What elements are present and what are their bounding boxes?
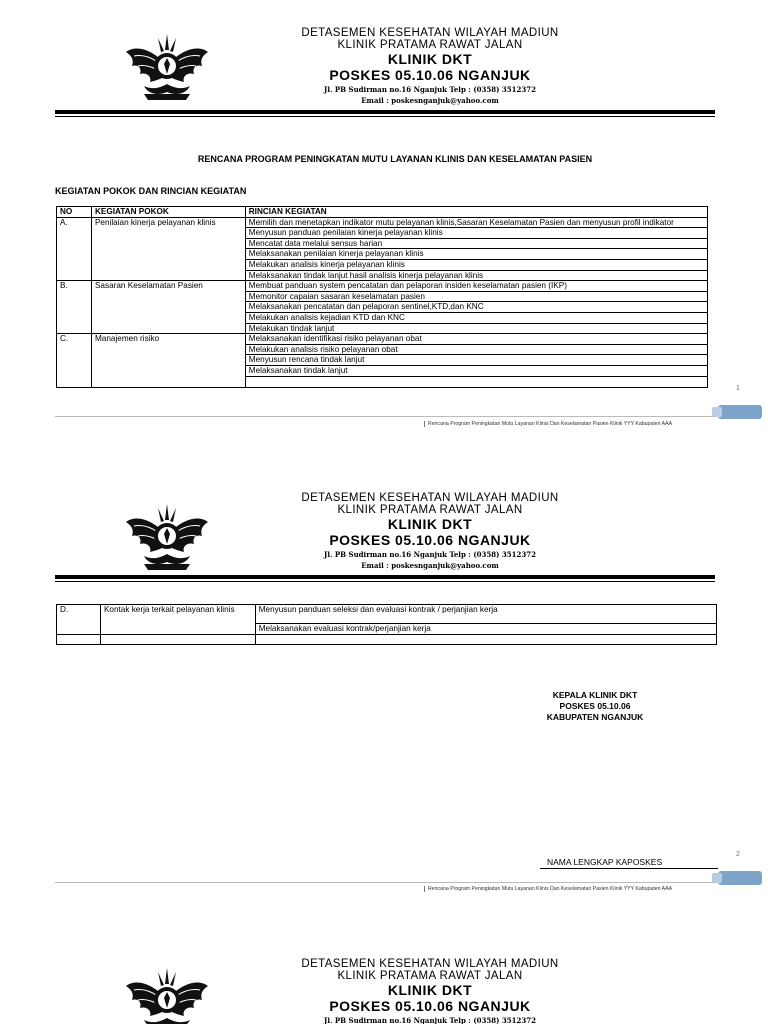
header-line-2: KLINIK PRATAMA RAWAT JALAN <box>337 39 523 51</box>
header-line-4: POSKES 05.10.06 NGANJUK <box>329 67 531 83</box>
signature-underline <box>540 868 718 869</box>
footer-text: Rencana Program Peningkatan Mutu Layanan Klinis Dan Keselamatan Pasien Klinik YYY Kabupaten AAA <box>424 421 672 427</box>
header-line-3: KLINIK DKT <box>387 982 473 998</box>
row-rincian: Melaksanakan identifikasi risiko pelayanan obat <box>245 334 707 345</box>
header-rule-thin <box>55 116 715 117</box>
header-rule-thick <box>55 110 715 114</box>
row-rincian: Mencatat data melalui sensus harian <box>245 238 707 249</box>
row-rincian: Melaksanakan pencatatan dan pelaporan sentinel,KTD,dan KNC <box>245 302 707 313</box>
table-row <box>57 217 708 228</box>
header-address: Jl. PB Sudirman no.16 Nganjuk Telp : (0358) 3512372 <box>324 85 536 94</box>
row-rincian: Memilih dan menetapkan indikator mutu pelayanan klinis,Sasaran Keselamatan Pasien dan menyusun profil indikator <box>245 217 707 228</box>
header-line-1: DETASEMEN KESEHATAN WILAYAH MADIUN <box>301 27 559 39</box>
letterhead <box>0 0 768 120</box>
footer-text: Rencana Program Peningkatan Mutu Layanan Klinis Dan Keselamatan Pasien Klinik YYY Kabupaten AAA <box>424 886 672 892</box>
row-rincian: Menyusun rencana tindak lanjut <box>245 355 707 366</box>
row-rincian: Memonitor capaian sasaran keselamatan pasien <box>245 291 707 302</box>
activity-table-continued <box>56 604 717 645</box>
row-kegiatan: Manajemen risiko <box>91 334 245 387</box>
col-header-kegiatan: KEGIATAN POKOK <box>91 207 245 218</box>
signature-line-1: KEPALA KLINIK DKT <box>552 690 638 700</box>
row-rincian: Menyusun panduan seleksi dan evaluasi kontrak / perjanjian kerja <box>255 605 716 624</box>
row-rincian: Melaksanakan tindak lanjut <box>245 365 707 376</box>
page-tab <box>718 405 762 419</box>
row-empty <box>100 634 255 644</box>
header-rule-thin <box>55 581 715 582</box>
header-address: Jl. PB Sudirman no.16 Nganjuk Telp : (0358) 3512372 <box>324 1016 536 1024</box>
signature-line-3: KABUPATEN NGANJUK <box>546 712 644 722</box>
row-kegiatan: Kontak kerja terkait pelayanan klinis <box>100 605 255 635</box>
row-no: C. <box>57 334 92 387</box>
letterhead <box>0 940 768 1024</box>
row-no: A. <box>57 217 92 281</box>
row-rincian: Melakukan tindak lanjut <box>245 323 707 334</box>
header-line-4: POSKES 05.10.06 NGANJUK <box>329 532 531 548</box>
page-2 <box>0 470 768 940</box>
table-row <box>57 605 717 624</box>
page-tab <box>718 871 762 885</box>
signature-block <box>540 690 650 723</box>
activity-table <box>56 206 708 388</box>
row-rincian: Membuat panduan system pencatatan dan pelaporan insiden keselamatan pasien (IKP) <box>245 281 707 292</box>
letterhead <box>0 470 768 590</box>
header-line-1: DETASEMEN KESEHATAN WILAYAH MADIUN <box>301 492 559 504</box>
footer-rule <box>55 882 715 883</box>
header-line-1: DETASEMEN KESEHATAN WILAYAH MADIUN <box>301 958 559 970</box>
header-address: Jl. PB Sudirman no.16 Nganjuk Telp : (0358) 3512372 <box>324 550 536 559</box>
row-kegiatan: Sasaran Keselamatan Pasien <box>91 281 245 334</box>
table-row <box>57 281 708 292</box>
col-header-rincian: RINCIAN KEGIATAN <box>245 207 707 218</box>
row-no: D. <box>57 605 101 635</box>
header-email: Email : poskesnganjuk@yahoo.com <box>361 561 499 570</box>
header-email: Email : poskesnganjuk@yahoo.com <box>361 96 499 105</box>
page-3 <box>0 940 768 1024</box>
row-rincian: Melaksanakan tindak lanjut hasil analisis kinerja pelayanan klinis <box>245 270 707 281</box>
row-rincian: Menyusun panduan penilaian kinerja pelayanan klinis <box>245 228 707 239</box>
header-rule-thick <box>55 575 715 579</box>
row-rincian-empty <box>245 376 707 387</box>
row-rincian: Melakukan analisis kinerja pelayanan klinis <box>245 259 707 270</box>
header-line-2: KLINIK PRATAMA RAWAT JALAN <box>337 970 523 982</box>
page-number: 2 <box>736 851 740 858</box>
row-rincian: Melakukan analisis risiko pelayanan obat <box>245 344 707 355</box>
row-rincian: Melaksanakan evaluasi kontrak/perjanjian kerja <box>255 624 716 635</box>
footer-rule <box>55 416 715 417</box>
header-line-3: KLINIK DKT <box>387 51 473 67</box>
signature-line-2: POSKES 05.10.06 <box>559 701 631 711</box>
document-title: RENCANA PROGRAM PENINGKATAN MUTU LAYANAN KLINIS DAN KESELAMATAN PASIEN <box>197 154 593 164</box>
row-empty <box>57 634 101 644</box>
section-subtitle: KEGIATAN POKOK DAN RINCIAN KEGIATAN <box>55 186 247 196</box>
row-no: B. <box>57 281 92 334</box>
col-header-no: NO <box>57 207 92 218</box>
row-rincian: Melaksanakan penilaian kinerja pelayanan klinis <box>245 249 707 260</box>
row-kegiatan: Penilaian kinerja pelayanan klinis <box>91 217 245 281</box>
header-line-2: KLINIK PRATAMA RAWAT JALAN <box>337 504 523 516</box>
row-empty <box>255 634 716 644</box>
header-line-3: KLINIK DKT <box>387 516 473 532</box>
header-line-4: POSKES 05.10.06 NGANJUK <box>329 998 531 1014</box>
page-1 <box>0 0 768 470</box>
signatory-name: NAMA LENGKAP KAPOSKES <box>547 857 663 867</box>
page-number: 1 <box>736 385 740 392</box>
table-row <box>57 334 708 345</box>
row-rincian: Melakukan analisis kejadian KTD dan KNC <box>245 312 707 323</box>
table-header-row <box>57 207 708 218</box>
